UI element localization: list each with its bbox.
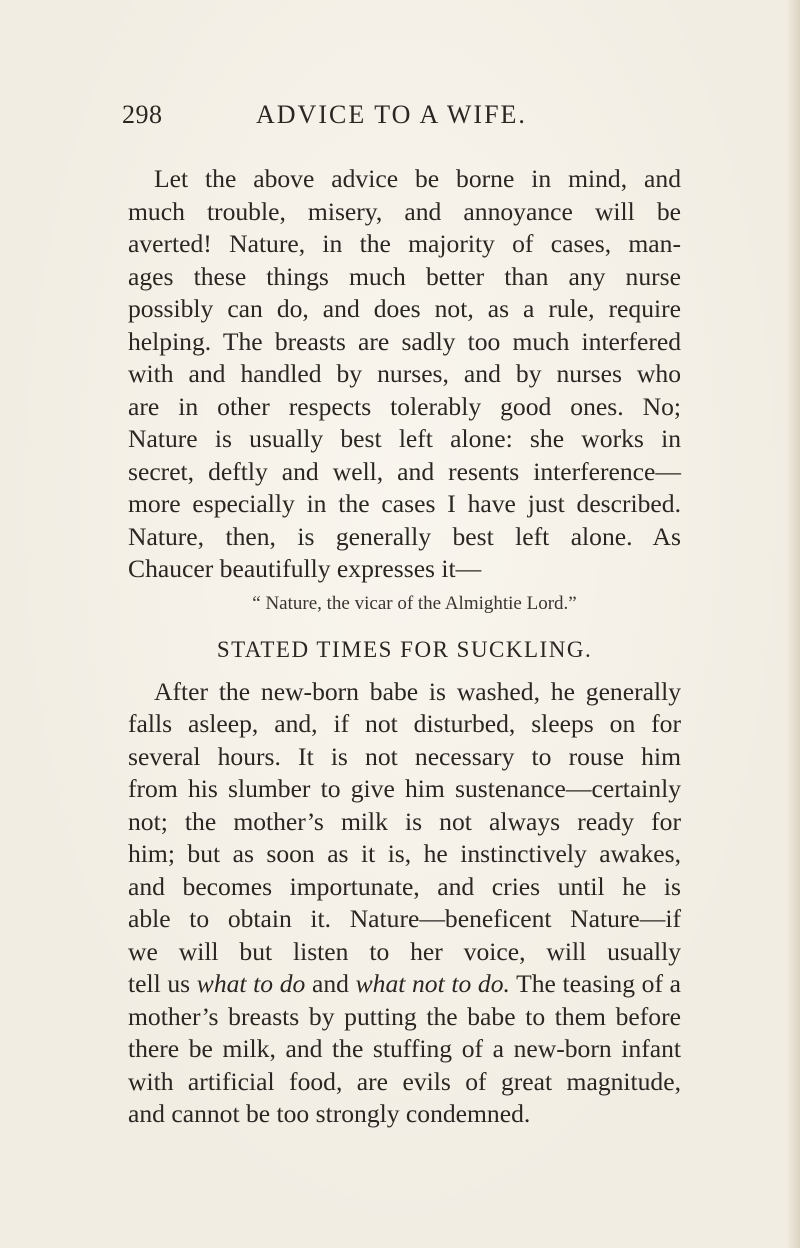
text-run: tell us <box>128 969 197 998</box>
text-line: ages these things much better than any nurse <box>128 261 681 291</box>
text-line: Nature is usually best left alone: she works in <box>128 424 681 453</box>
text-line: Chaucer beautifully expresses it— <box>128 554 482 583</box>
text-line: several hours. It is not necessary to rouse him <box>128 741 681 771</box>
text-line: with artificial food, are evils of great magnitude, <box>128 1066 681 1096</box>
running-title: ADVICE TO A WIFE. <box>256 100 527 129</box>
section-heading: STATED TIMES FOR SUCKLING. <box>216 636 593 662</box>
text-line: After the new-born babe is washed, he generally <box>154 676 681 706</box>
text-line: falls asleep, and, if not disturbed, sleeps on for <box>128 709 681 738</box>
text-line: are in other respects tolerably good ones. No; <box>128 391 681 421</box>
text-line: mother’s breasts by putting the babe to them before <box>128 1001 681 1031</box>
italic-run: what not to do. <box>355 969 510 998</box>
page-edge-shadow <box>786 0 800 1248</box>
text-line: we will but listen to her voice, will usually <box>128 936 681 966</box>
page-number: 298 <box>122 100 163 129</box>
text-line-with-italics <box>128 968 681 1001</box>
chaucer-quote: “ Nature, the vicar of the Almightie Lord.” <box>252 592 577 614</box>
text-line: much trouble, misery, and annoyance will be <box>128 196 681 226</box>
text-line: not; the mother’s milk is not always ready for <box>128 806 681 836</box>
text-line: able to obtain it. Nature—beneficent Nature—if <box>128 904 681 933</box>
text-line: possibly can do, and does not, as a rule, require <box>128 294 681 323</box>
text-run: and <box>305 969 356 998</box>
text-run: The teasing of a <box>509 969 681 998</box>
text-line: there be milk, and the stuffing of a new-born infant <box>128 1034 681 1063</box>
text-line: with and handled by nurses, and by nurses who <box>128 359 681 388</box>
running-head <box>122 100 682 140</box>
text-line: Let the above advice be borne in mind, and <box>154 164 681 193</box>
text-line: from his slumber to give him sustenance—certainly <box>128 774 681 803</box>
text-line: helping. The breasts are sadly too much interfered <box>128 326 681 356</box>
text-line: secret, deftly and well, and resents interference— <box>128 456 681 486</box>
text-line: more especially in the cases I have just described. <box>128 489 681 518</box>
italic-run: what to do <box>196 969 306 998</box>
text-line: and becomes importunate, and cries until he is <box>128 871 681 901</box>
text-line: and cannot be too strongly condemned. <box>128 1099 531 1128</box>
paragraph-2 <box>128 676 681 1131</box>
text-line: averted! Nature, in the majority of cases, man- <box>128 229 681 258</box>
body-text <box>128 163 681 1131</box>
paragraph-1 <box>128 163 681 586</box>
text-line: him; but as soon as it is, he instinctively awakes, <box>128 839 681 868</box>
text-line: Nature, then, is generally best left alone. As <box>128 521 681 551</box>
